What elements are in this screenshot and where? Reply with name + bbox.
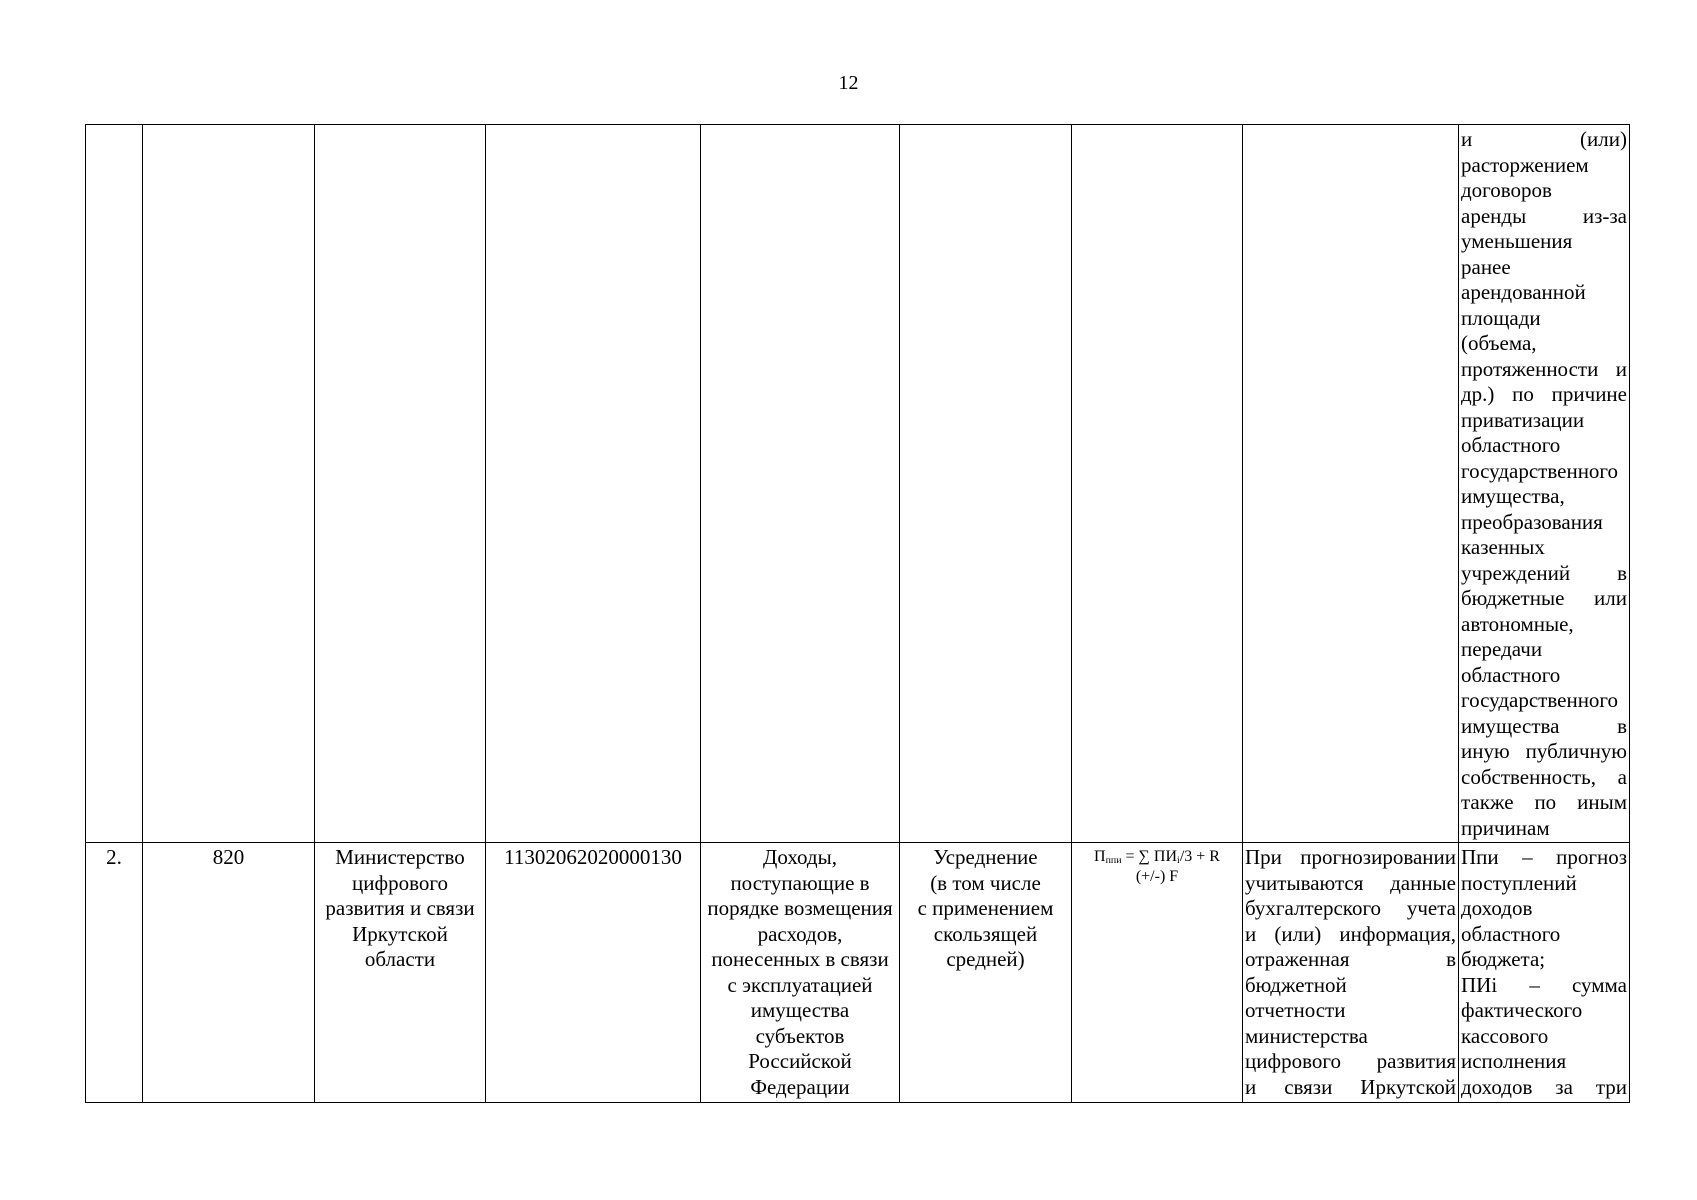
cell-line: учреждений в (1461, 560, 1627, 585)
cell-line: отчетности (1245, 998, 1346, 1022)
cell-line: бюджетные или (1461, 586, 1627, 610)
cell-line: поступающие в (730, 870, 870, 895)
cell-line: др.) по причине (1461, 382, 1627, 406)
cell-forecast-method (900, 843, 1072, 1103)
cell-line: субъектов (755, 1023, 845, 1048)
formula-line (1074, 847, 1240, 867)
formula-line: (+/-) F (1135, 868, 1179, 885)
cell-line: государственного (1461, 458, 1619, 483)
cell-formula (1072, 125, 1243, 843)
cell-line: Российской (748, 1049, 852, 1073)
cell-line: понесенных в связи (711, 947, 889, 971)
page-number: 12 (838, 72, 859, 94)
cell-line: бюджетной (1245, 972, 1347, 997)
cell-line: площади (1461, 305, 1541, 330)
admin-code: 820 (212, 845, 245, 869)
cell-row-number (86, 843, 143, 1103)
cell-line: Усреднение (933, 845, 1038, 869)
cell-kbk (486, 125, 701, 843)
cell-line: учитываются данные (1245, 870, 1456, 895)
cell-line: уменьшения (1461, 229, 1573, 253)
cell-line: преобразования (1461, 509, 1603, 534)
cell-line: поступлений (1461, 870, 1577, 895)
cell-line: цифрового развития (1245, 1049, 1456, 1073)
cell-line: и (или) информация, (1245, 921, 1456, 946)
cell-line: Федерации (750, 1074, 850, 1099)
cell-line: отраженная в (1245, 947, 1456, 971)
cell-line: министерства (1245, 1023, 1368, 1048)
cell-row-number (86, 125, 143, 843)
cell-line: арендованной (1461, 280, 1586, 304)
cell-line: бухгалтерского учета (1245, 896, 1456, 920)
cell-line: областного (1461, 921, 1561, 946)
cell-line: казенных (1461, 535, 1545, 559)
cell-line: ПИi – сумма (1461, 972, 1627, 997)
cell-admin-name (315, 843, 486, 1103)
cell-line: приватизации (1461, 407, 1585, 432)
cell-line: развития и связи (325, 896, 475, 920)
cell-line: с эксплуатацией (727, 972, 873, 997)
cell-calculation-notes (1243, 125, 1459, 843)
cell-formula (1072, 843, 1243, 1103)
cell-line: При прогнозировании (1245, 845, 1456, 869)
cell-line: и (или) (1461, 127, 1627, 151)
cell-kbk (486, 843, 701, 1103)
cell-line: расторжением (1461, 152, 1589, 177)
cell-line: областного (1461, 662, 1561, 687)
cell-admin-code (143, 125, 315, 843)
cell-line: (в том числе (930, 870, 1041, 895)
cell-line: собственность, а (1461, 764, 1627, 789)
cell-line: имущества (750, 998, 850, 1022)
cell-line: цифрового (352, 870, 448, 895)
cell-income-name (701, 843, 900, 1103)
cell-forecast-method (900, 125, 1072, 843)
cell-line: ранее (1461, 254, 1511, 279)
cell-line: передачи (1461, 637, 1543, 661)
cell-line: договоров (1461, 178, 1552, 202)
cell-line: Ппи – прогноз (1461, 845, 1627, 869)
cell-indicator-definitions (1459, 125, 1630, 843)
cell-line: исполнения (1461, 1049, 1567, 1073)
cell-line: Министерство (335, 845, 465, 869)
cell-admin-name (315, 125, 486, 843)
cell-line: скользящей (933, 921, 1038, 946)
formula-index-subscript: i (1177, 854, 1180, 866)
cell-line: аренды из-за (1461, 203, 1627, 228)
cell-line: доходов за три (1461, 1074, 1627, 1099)
table-row (86, 843, 1630, 1103)
cell-line: бюджета; (1461, 947, 1546, 971)
forecast-formula (1074, 845, 1240, 887)
cell-line: имущества в (1461, 713, 1627, 738)
table-row (86, 125, 1630, 843)
cell-calculation-notes (1243, 843, 1459, 1103)
cell-line: Доходы, (763, 845, 837, 869)
cell-line: имущества, (1461, 484, 1565, 508)
formula-tail: /3 + R (1179, 848, 1220, 865)
cell-line: Иркутской (352, 921, 448, 946)
formula-symbol-subscript: ппи (1105, 854, 1122, 866)
cell-line: кассового (1461, 1023, 1549, 1048)
cell-line: доходов (1461, 896, 1533, 920)
cell-line: расходов, (757, 921, 843, 946)
cell-line: причинам (1461, 815, 1550, 840)
cell-line: государственного (1461, 688, 1619, 712)
revenue-forecast-table (85, 124, 1630, 1103)
cell-line: порядке возмещения (707, 896, 893, 920)
cell-line: фактического (1461, 998, 1583, 1022)
cell-line: протяженности и (1461, 356, 1627, 381)
formula-middle: = ∑ ПИ (1121, 848, 1178, 865)
cell-line: с применением (917, 896, 1054, 920)
kbk-code: 11302062020000130 (504, 845, 682, 869)
cell-line: областного (1461, 433, 1561, 457)
cell-income-name (701, 125, 900, 843)
cell-line: иную публичную (1461, 739, 1627, 763)
cell-line: области (364, 947, 436, 971)
cell-indicator-definitions (1459, 843, 1630, 1103)
cell-admin-code (143, 843, 315, 1103)
cell-line: автономные, (1461, 611, 1574, 636)
cell-line: (объема, (1461, 331, 1537, 355)
cell-line: средней) (946, 947, 1025, 971)
formula-symbol: П (1094, 848, 1106, 865)
cell-line: также по иным (1461, 790, 1627, 814)
row-number: 2. (106, 845, 122, 869)
cell-line: и связи Иркутской (1245, 1074, 1456, 1099)
